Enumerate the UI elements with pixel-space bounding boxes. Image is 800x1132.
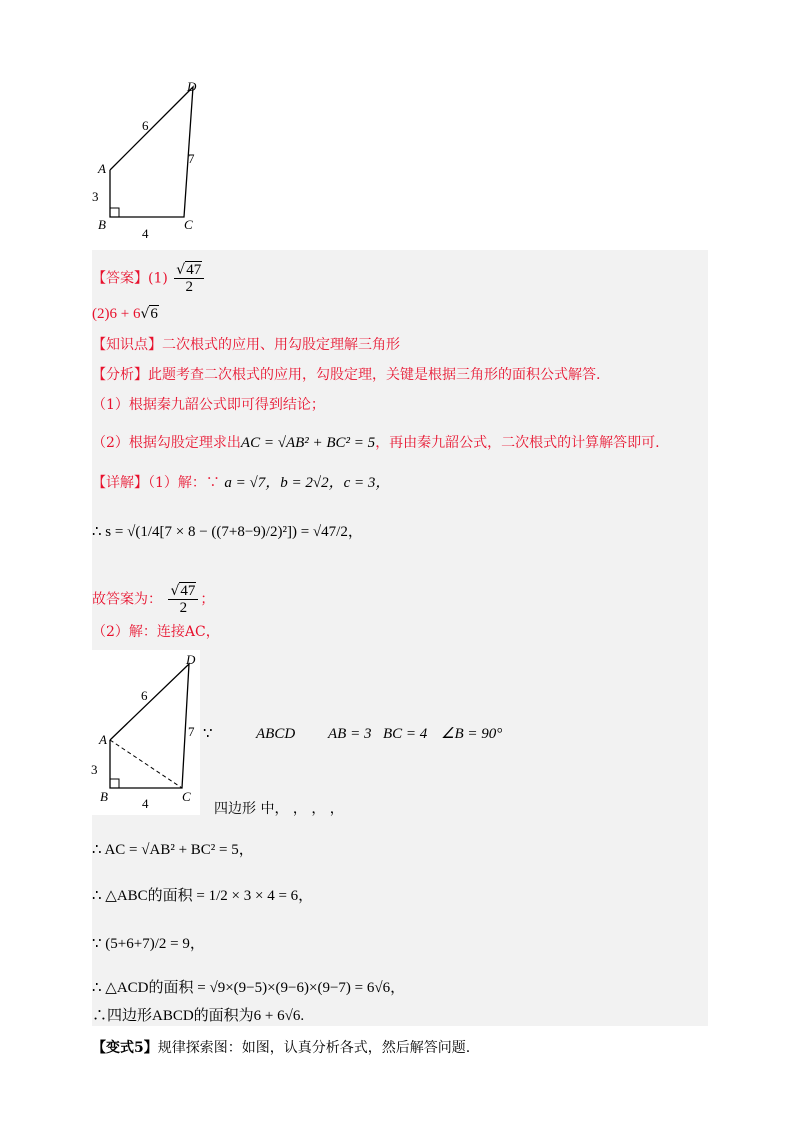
detail-answer-suffix: ； [200, 591, 215, 608]
analysis-tag: 【分析】 [92, 367, 148, 383]
answer-fraction: $\frac{√47}{2}$ [174, 262, 204, 295]
detail-part2-intro: （2）解：连接AC， [92, 624, 220, 640]
analysis-step-2-text-b: ，再由秦九韶公式，二次根式的计算解答即可. [375, 435, 660, 451]
analysis-line [92, 365, 600, 385]
side-cd-label-2: 7 [188, 724, 195, 739]
analysis-step-2-formula: AC = √AB² + BC² = 5 [240, 435, 376, 451]
variant-line [92, 1038, 470, 1058]
analysis-text: 此题考查二次根式的应用，勾股定理，关键是根据三角形的面积公式解答. [148, 367, 601, 383]
answer-part1-label: (1) [148, 270, 168, 287]
diagonal-ac [110, 740, 182, 788]
figure-quadrilateral-1 [80, 75, 220, 245]
side-ad-label: 6 [142, 118, 149, 133]
proof-shape-name: ABCD [256, 726, 296, 742]
vertex-d-label: D [187, 79, 197, 94]
analysis-step-2-text-a: （2）根据勾股定理求出 [92, 435, 241, 451]
side-ab-label: 3 [92, 189, 99, 204]
variant-tag: 【变式5】 [92, 1040, 158, 1056]
knowledge-tag: 【知识点】 [92, 337, 162, 353]
proof-ac-length: ∴ AC = √AB² + BC² = 5， [92, 842, 254, 858]
side-bc-label: 4 [142, 226, 149, 241]
quad-outline-2 [110, 664, 189, 788]
heron-formula: ∴ s = √(1/4[7 × 8 − ((7+8−9)/2)²]) = √47/2， [92, 524, 363, 540]
detail-answer-prefix: 故答案为： [92, 591, 162, 608]
answer-numerator: 47 [186, 262, 202, 278]
vertex-c-label: C [184, 217, 193, 232]
vertex-a-label-2: A [99, 732, 107, 747]
vertex-a-label: A [98, 161, 106, 176]
answer-part2-radicand: 6 [150, 306, 158, 322]
side-ab-label-2: 3 [91, 762, 98, 777]
vertex-d-label-2: D [186, 652, 196, 667]
vertex-b-label: B [98, 217, 106, 232]
figure-quadrilateral-2 [88, 650, 200, 815]
answer-denominator: 2 [185, 279, 193, 295]
proof-semiperimeter: ∵ (5+6+7)/2 = 9， [92, 936, 205, 952]
analysis-step-2 [92, 433, 660, 453]
answer-line-1 [92, 262, 206, 295]
answer-part2: (2)6 + 6 [92, 306, 141, 322]
detail-line-1 [92, 473, 390, 493]
side-ad-label-2: 6 [141, 688, 148, 703]
detail-tag: 【详解】 [92, 475, 148, 491]
side-bc-label-2: 4 [142, 796, 149, 811]
vertex-c-label-2: C [182, 789, 191, 804]
answer-line-2: (2)6 + 6√6 [92, 306, 158, 322]
proof-broken-text: 四边形 中， ， ， ， [214, 801, 344, 817]
proof-area-abc: ∴ △ABC的面积 = 1/2 × 3 × 4 = 6， [92, 888, 314, 904]
detail-part1-intro: （1）解：∵ [148, 475, 220, 491]
answer-tag: 【答案】 [92, 270, 148, 287]
proof-total-area: ∴四边形ABCD的面积为6 + 6√6. [92, 1008, 305, 1024]
vertex-b-label-2: B [100, 789, 108, 804]
proof-bc-value: BC = 4 [383, 726, 428, 742]
proof-ab-value: AB = 3 [328, 726, 372, 742]
detail-answer-numerator: 47 [180, 583, 196, 599]
quad-outline [110, 87, 193, 217]
knowledge-line [92, 335, 400, 355]
proof-angle-b: ∠B = 90° [441, 726, 503, 742]
right-angle-mark [110, 208, 119, 217]
analysis-step-1: （1）根据秦九韶公式即可得到结论； [92, 397, 325, 413]
side-cd-label: 7 [188, 151, 195, 166]
knowledge-text: 二次根式的应用、用勾股定理解三角形 [162, 337, 400, 353]
proof-area-acd: ∴ △ACD的面积 = √9×(9−5)×(9−6)×(9−7) = 6√6， [92, 980, 406, 996]
detail-side-values: a = √7，b = 2√2，c = 3， [224, 475, 391, 491]
variant-text: 规律探索图：如图，认真分析各式，然后解答问题. [157, 1040, 471, 1056]
detail-answer-line [92, 583, 214, 616]
detail-answer-denominator: 2 [179, 600, 188, 616]
detail-answer-fraction: $\frac{√47}{2}$ [168, 583, 198, 616]
right-angle-mark-2 [110, 779, 119, 788]
proof-because: ∵ [203, 726, 213, 742]
